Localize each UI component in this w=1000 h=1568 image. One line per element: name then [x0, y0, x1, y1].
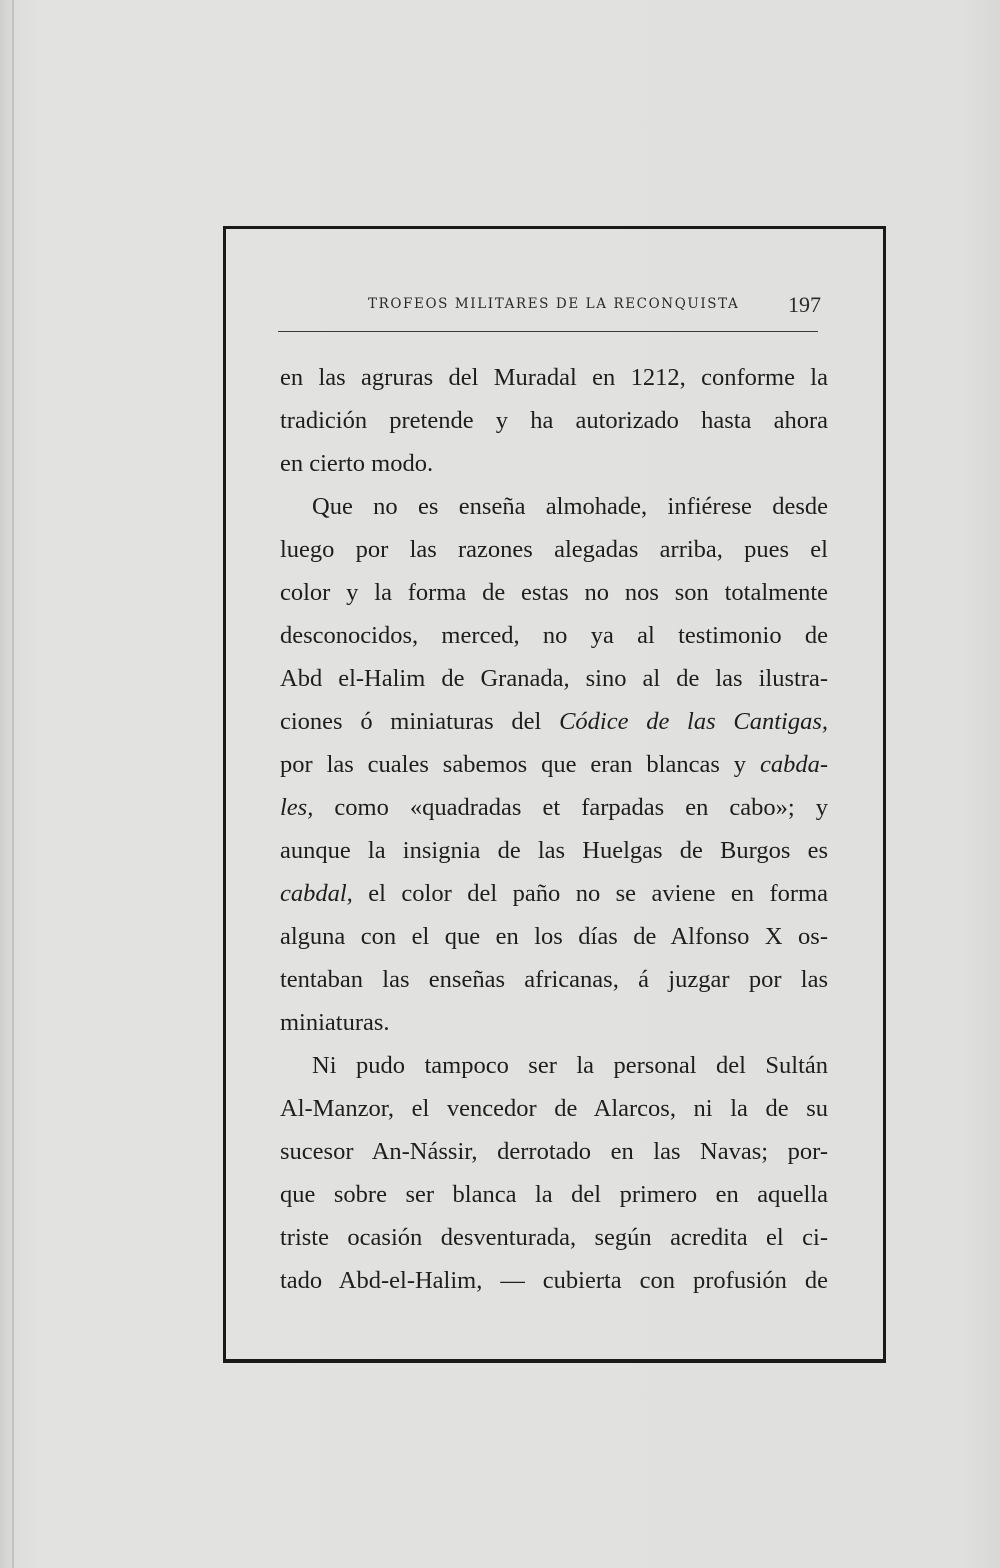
italic-title: Códice de las Cantigas,	[559, 708, 828, 735]
text-line	[280, 743, 828, 786]
paragraph-2	[280, 485, 828, 1044]
text-line: sucesor An-Nássir, derrotado en las Navas; por-	[280, 1138, 828, 1165]
text-line: Que no es enseña almohade, infiérese desde	[312, 493, 828, 520]
text-line: en las agruras del Muradal en 1212, conforme la	[280, 364, 828, 391]
text-line	[280, 700, 828, 743]
text-line: tentaban las enseñas africanas, á juzgar por las	[280, 966, 828, 993]
text-run: el color del paño no se aviene en forma	[352, 880, 828, 907]
text-line	[280, 786, 828, 829]
text-line: triste ocasión desventurada, según acredita el ci-	[280, 1224, 828, 1251]
paragraph-1	[280, 356, 828, 485]
text-line: tradición pretende y ha autorizado hasta ahora	[280, 407, 828, 434]
header-rule	[278, 331, 818, 332]
text-line: alguna con el que en los días de Alfonso X os-	[280, 923, 828, 950]
text-line: que sobre ser blanca la del primero en aquella	[280, 1181, 828, 1208]
text-line: en cierto modo.	[280, 450, 434, 477]
text-line: Al-Manzor, el vencedor de Alarcos, ni la de su	[280, 1095, 828, 1122]
text-run: ciones ó miniaturas del	[280, 708, 560, 735]
running-title: TROFEOS MILITARES DE LA RECONQUISTA	[368, 296, 740, 312]
italic-term: cabda-	[759, 751, 828, 778]
text-run: como «quadradas et farpadas en cabo»; y	[313, 794, 828, 821]
text-run: por las cuales sabemos que eran blancas y	[280, 751, 760, 778]
text-line	[280, 872, 828, 915]
body-text	[280, 356, 828, 1302]
running-head	[278, 292, 823, 322]
text-line: miniaturas.	[280, 1009, 390, 1036]
text-line: aunque la insignia de las Huelgas de Burgos es	[280, 837, 828, 864]
text-line: desconocidos, merced, no ya al testimonio de	[280, 622, 828, 649]
page-number: 197	[788, 292, 821, 317]
text-line: Abd el-Halim de Granada, sino al de las ilustra-	[280, 665, 828, 692]
text-line: luego por las razones alegadas arriba, pues el	[280, 536, 828, 563]
text-line: Ni pudo tampoco ser la personal del Sultán	[312, 1052, 828, 1079]
page-gutter-shadow	[12, 0, 14, 1568]
italic-term: cabdal,	[280, 880, 353, 907]
italic-term: les,	[280, 794, 314, 821]
text-line: color y la forma de estas no nos son totalmente	[280, 579, 828, 606]
text-line: tado Abd-el-Halim, — cubierta con profusión de	[280, 1267, 828, 1294]
paragraph-3	[280, 1044, 828, 1302]
